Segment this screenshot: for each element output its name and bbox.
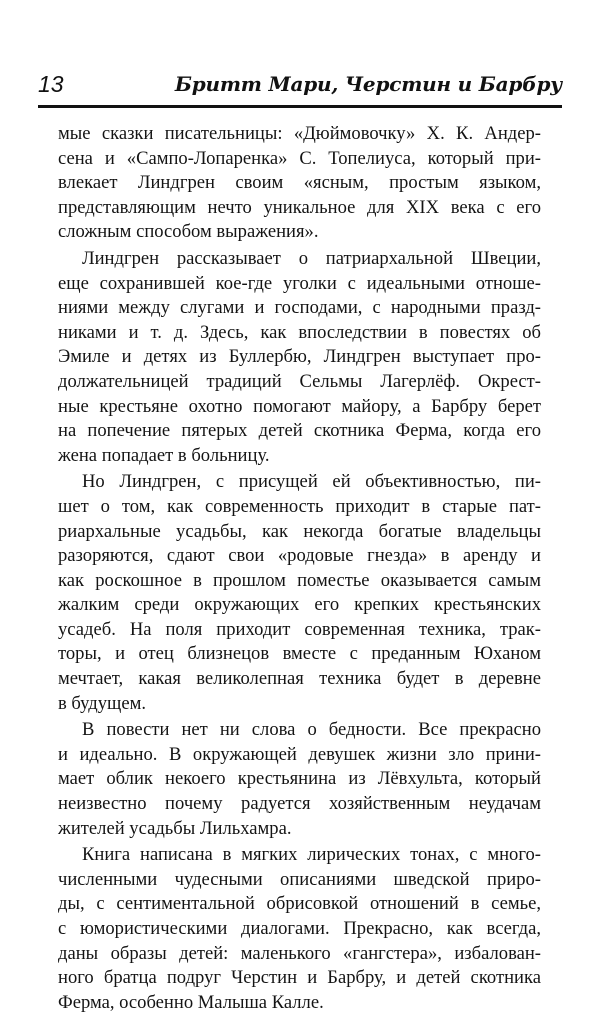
text-line: мые сказки писательницы: «Дюймовочку» Х. К. Андер- [58,123,541,144]
header-rule [38,105,562,108]
text-line: ные крестьяне охотно помогают майору, а Барбру берет [58,395,541,417]
text-line: должательницей традиций Сельмы Лагерлёф. Окрест- [58,370,541,392]
text-line: численными чудесными описаниями шведской приро- [58,868,541,890]
text-line: Эмиле и детях из Буллербю, Линдгрен выступает про- [58,346,541,368]
text-line: ды, с сентиментальной обрисовкой отношений в семье, [58,893,541,915]
text-line: даны образы детей: маленького «гангстера», избалован- [58,942,541,964]
text-line: и идеально. В окружающей девушек жизни зло прини- [58,743,541,765]
text-line: ниями между слугами и господами, с народными празд- [58,297,541,319]
text-line: мечтает, какая великолепная техника будет в деревне [58,668,541,690]
paragraph-5 [58,843,541,1015]
text-line: усадеб. На поля приходит современная техника, трак- [58,618,541,640]
paragraph-1 [58,122,541,245]
page-number: 13 [38,71,64,97]
text-line: мает облик некоего крестьянина из Лёвхульта, который [58,768,541,790]
paragraph-3 [58,470,541,716]
text-line: сложным способом выражения». [58,221,319,243]
text-line: в будущем. [58,692,147,714]
text-line: жена попадает в больницу. [58,444,270,466]
text-line: риархальные усадьбы, как некогда богатые владельцы [58,520,541,542]
text-line: еще сохранившей кое-где уголки с идеальными отноше- [58,272,541,294]
text-line: Но Линдгрен, с присущей ей объективностью, пи- [82,471,541,493]
text-line: Линдгрен рассказывает о патриархальной Швеции, [82,247,541,269]
paragraph-4 [58,718,541,841]
text-line: сена и «Сампо-Лопаренка» С. Топелиуса, который при- [58,147,541,169]
text-line: торы, и отец близнецов вместе с преданным Юханом [58,643,541,665]
text-line: Книга написана в мягких лирических тонах, с много- [82,844,541,866]
text-line: В повести нет ни слова о бедности. Все прекрасно [82,719,541,741]
text-line: с юмористическими диалогами. Прекрасно, как всегда, [58,918,541,939]
text-line: шет о том, как современность приходит в старые пат- [58,495,541,517]
text-line: на попечение пятерых детей скотника Ферма, когда его [58,420,541,442]
text-line: влекает Линдгрен своим «ясным, простым языком, [58,172,541,194]
text-line: ного братца подруг Черстин и Барбру, и детей скотника [58,967,541,989]
page-header [38,70,564,106]
text-line: представляющим нечто уникальное для XIX века с его [58,196,541,218]
paragraph-2 [58,247,541,468]
text-line: Ферма, особенно Малыша Калле. [58,991,324,1013]
text-line: как роскошное в прошлом поместье оказывается самым [58,569,541,591]
text-line: никами и т. д. Здесь, как впоследствии в повестях об [58,321,541,343]
body-text [58,122,541,1017]
running-title: Бритт Мари, Черстин и Барбру [174,72,562,96]
text-line: жалким среди окружающих его крепких крестьянских [58,594,541,616]
text-line: неизвестно почему радуется хозяйственным неудачам [58,793,541,815]
text-line: жителей усадьбы Лильхамра. [58,817,292,839]
text-line: разоряются, сдают свои «родовые гнезда» в аренду и [58,545,541,567]
